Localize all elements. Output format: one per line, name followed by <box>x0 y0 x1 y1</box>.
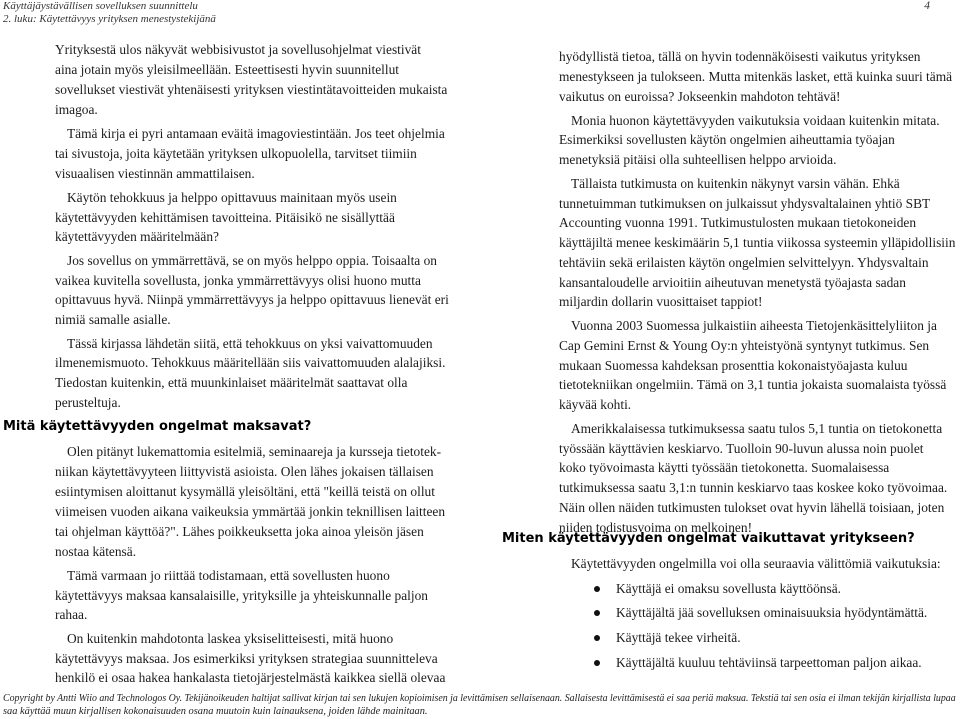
list-item-text: Käyttäjä tekee virheitä. <box>616 630 741 645</box>
text-line: tunnetuimman tutkimuksen on julkaissut yhdysvaltalainen yhtiö SBT <box>559 196 931 211</box>
text-line: Käytettävyyden ongelmilla voi olla seuraavia välittömiä vaikutuksia: <box>571 556 941 571</box>
text-line: aina jotain myös yleisilmeellään. Esteettisesti hyvin suunnitellut <box>55 62 400 77</box>
running-header-title: Käyttäjäystävällisen sovelluksen suunnittelu <box>3 0 198 12</box>
running-header-chapter: 2. luku: Käytettävyys yrityksen menestystekijänä <box>3 13 216 25</box>
text-line: Tällaista tutkimusta on kuitenkin näkynyt varsin vähän. Ehkä <box>571 176 900 191</box>
text-line: rahaa. <box>55 607 88 622</box>
text-line: kansantaloudelle arvioitiin aiheutuvan menetystä työajasta sadan <box>559 275 906 290</box>
text-line: Vuonna 2003 Suomessa julkaistiin aiheesta Tietojenkäsittelyliiton ja <box>571 318 937 333</box>
bullet-icon <box>594 610 600 616</box>
text-line: käytettävyys maksaa kansalaisille, yrityksille ja yhteiskunnalle paljon <box>55 588 428 603</box>
list-item-text: Käyttäjältä jää sovelluksen ominaisuuksia hyödyntämättä. <box>616 605 928 620</box>
text-line: perusteltuja. <box>55 395 121 410</box>
text-line: Tässä kirjassa lähdetän siitä, että tehokkuus on yksi vaivattomuuden <box>67 336 433 351</box>
text-line: henkilö ei osaa hakea hankalasta tietojärjestelmästä kaikkea siellä olevaa <box>55 670 446 685</box>
text-line: niiden todistusvoima on melkoinen! <box>559 520 753 535</box>
text-line: ilmenemismuoto. Tehokkuus määritellään siis vaivattomuuden alalajiksi. <box>55 355 446 370</box>
text-line: Tiedostan kuitenkin, että muunkinlaiset määritelmät saattavat olla <box>55 375 408 390</box>
text-line: hyödyllistä tietoa, tällä on hyvin todennäköisesti vaikutus yrityksen <box>559 49 921 64</box>
text-line: käytettävyyden määritelmään? <box>55 229 219 244</box>
text-line: menestykseen ja tulokseen. Mutta mitenkäs lasket, että kuinka suuri tämä <box>559 69 953 84</box>
text-line: käytettävyys maksaa. Jos esimerkiksi yrityksen strategiaa suunnitteleva <box>55 651 438 666</box>
text-line: Esimerkiksi sovellusten käytön ongelmien aiheuttamia työajan <box>559 132 895 147</box>
text-line: käyvää kohti. <box>559 397 632 412</box>
text-line: Amerikkalaisessa tutkimuksessa saatu tulos 5,1 tuntia on tietokonetta <box>571 421 943 436</box>
bullet-icon <box>594 586 600 592</box>
text-line: Yrityksestä ulos näkyvät webbisivustot ja sovellusohjelmat viestivät <box>55 42 421 57</box>
text-line: miljardin dollarin vuosittaiset tappiot! <box>559 294 763 309</box>
text-line: Jos sovellus on ymmärrettävä, se on myös helppo oppia. Toisaalta on <box>67 253 437 268</box>
text-line: Cap Gemini Ernst & Young Oy:n yhteistyönä syntynyt tutkimus. Sen <box>559 338 930 353</box>
text-line: nostaa kätensä. <box>55 544 137 559</box>
bullet-icon <box>594 660 600 666</box>
section-heading: Miten käytettävyyden ongelmat vaikuttavat yritykseen? <box>502 531 915 546</box>
text-line: On kuitenkin mahdotonta laskea yksiselitteisesti, mitä huono <box>67 631 394 646</box>
text-line: tutkimuksessa saatu 3,1:n tunnin keskiarvo taas koskee koko työvoimaa. <box>559 480 948 495</box>
copyright-footer: Copyright by Antti Wiio and Technologos Oy. Tekijänoikeuden haltijat sallivat kirjan tai sen lukujen kopioimisen ja levittämisen sellaisenaan. Sallaisesta levittämisestä ei saa periä maksua. Tekstiä tai sen osia ei ilman tekijän kirjallista lupaa <box>3 693 956 704</box>
text-line: vaikea kuvitella sovellusta, jonka ymmärrettävyys olisi huono mutta <box>55 273 421 288</box>
text-line: Monia huonon käytettävyyden vaikutuksia voidaan kuitenkin mitata. <box>571 113 940 128</box>
text-line: työssään käyttävien keskiarvo. Tuolloin 90-luvun alussa noin puolet <box>559 441 924 456</box>
page-number: 4 <box>924 0 930 12</box>
text-line: Tämä varmaan jo riittää todistamaan, että sovellusten huono <box>67 568 390 583</box>
text-line: Käytön tehokkuus ja helppo opittavuus mainitaan myös usein <box>67 190 397 205</box>
text-line: viimeisen vuoden aikana vaikeuksia ymmärtää jonkin teknillisen laitteen <box>55 504 446 519</box>
copyright-footer-continued: saa käyttää muun kirjallisen kokonaisuuden osana muutoin kuin lainauksena, joiden lähde mainitaan. <box>3 706 428 717</box>
text-line: esiintymisen aloittanut kysymällä yleisöltäni, että "keillä teistä on ollut <box>55 484 435 499</box>
text-line: käyttäjiltä menee keskimäärin 5,1 tuntia viikossa systeemin ylläpidollisiin <box>559 235 956 250</box>
text-line: niikan käytettävyyteen liittyvistä asioista. Olen lähes jokaisen tällaisen <box>55 464 434 479</box>
text-line: tai sivustoja, joita käytetään yrityksen ulkopuolella, tarvitset tiimiin <box>55 146 417 161</box>
text-line: opittavuus hyvä. Niinpä ymmärrettävyys ja helppo opittavuus lienevät eri <box>55 292 449 307</box>
text-line: koko työvoimasta käytti työssään tietokonetta. Suomalaisessa <box>559 460 890 475</box>
text-line: Olen pitänyt lukemattomia esitelmiä, seminaareja ja kursseja tietotek- <box>67 444 442 459</box>
text-line: nimiä samalle asialle. <box>55 312 171 327</box>
text-line: imagoa. <box>55 102 98 117</box>
text-line: sovellukset viestivät yhtenäisesti yrityksen viestintätavoitteiden mukaista <box>55 82 448 97</box>
text-line: mukaan Suomessa kahdeksan prosenttia kokonaistyöajasta kuluu <box>559 358 908 373</box>
text-line: menetyksiä pitäisi olla suhteellisen helppo arvioida. <box>559 152 837 167</box>
bullet-icon <box>594 635 600 641</box>
section-heading: Mitä käytettävyyden ongelmat maksavat? <box>3 419 312 434</box>
text-line: Näin ollen näiden tutkimusten tulokset ovat hyvin lähellä toisiaan, joten <box>559 500 945 515</box>
list-item-text: Käyttäjä ei omaksu sovellusta käyttöönsä. <box>616 581 841 596</box>
text-line: visuaalisen viestinnän ammattilaisen. <box>55 166 255 181</box>
text-line: tehtäviin sekä erilaisten käytön ongelmien selvittelyyn. Yhdysvaltain <box>559 255 929 270</box>
text-line: Tämä kirja ei pyri antamaan eväitä imagoviestintään. Jos teet ohjelmia <box>67 126 445 141</box>
text-line: vaikutus on euroissa? Jokseenkin mahdoton tehtävä! <box>559 89 841 104</box>
list-item-text: Käyttäjältä kuuluu tehtäviinsä tarpeettoman paljon aikaa. <box>616 655 922 670</box>
text-line: Accounting vuonna 1991. Tutkimustulosten mukaan tietokoneiden <box>559 215 917 230</box>
text-line: käytettävyyden kehittämisen tavoitteina. Pitäisikö ne sisällyttää <box>55 210 395 225</box>
text-line: tai ohjelman käyttöä?". Lähes poikkeuksetta joka ainoa yleisön jäsen <box>55 524 424 539</box>
text-line: tietotekniikan ongelmiin. Tämä on 3,1 tuntia jokaista suomalaista työssä <box>559 377 947 392</box>
